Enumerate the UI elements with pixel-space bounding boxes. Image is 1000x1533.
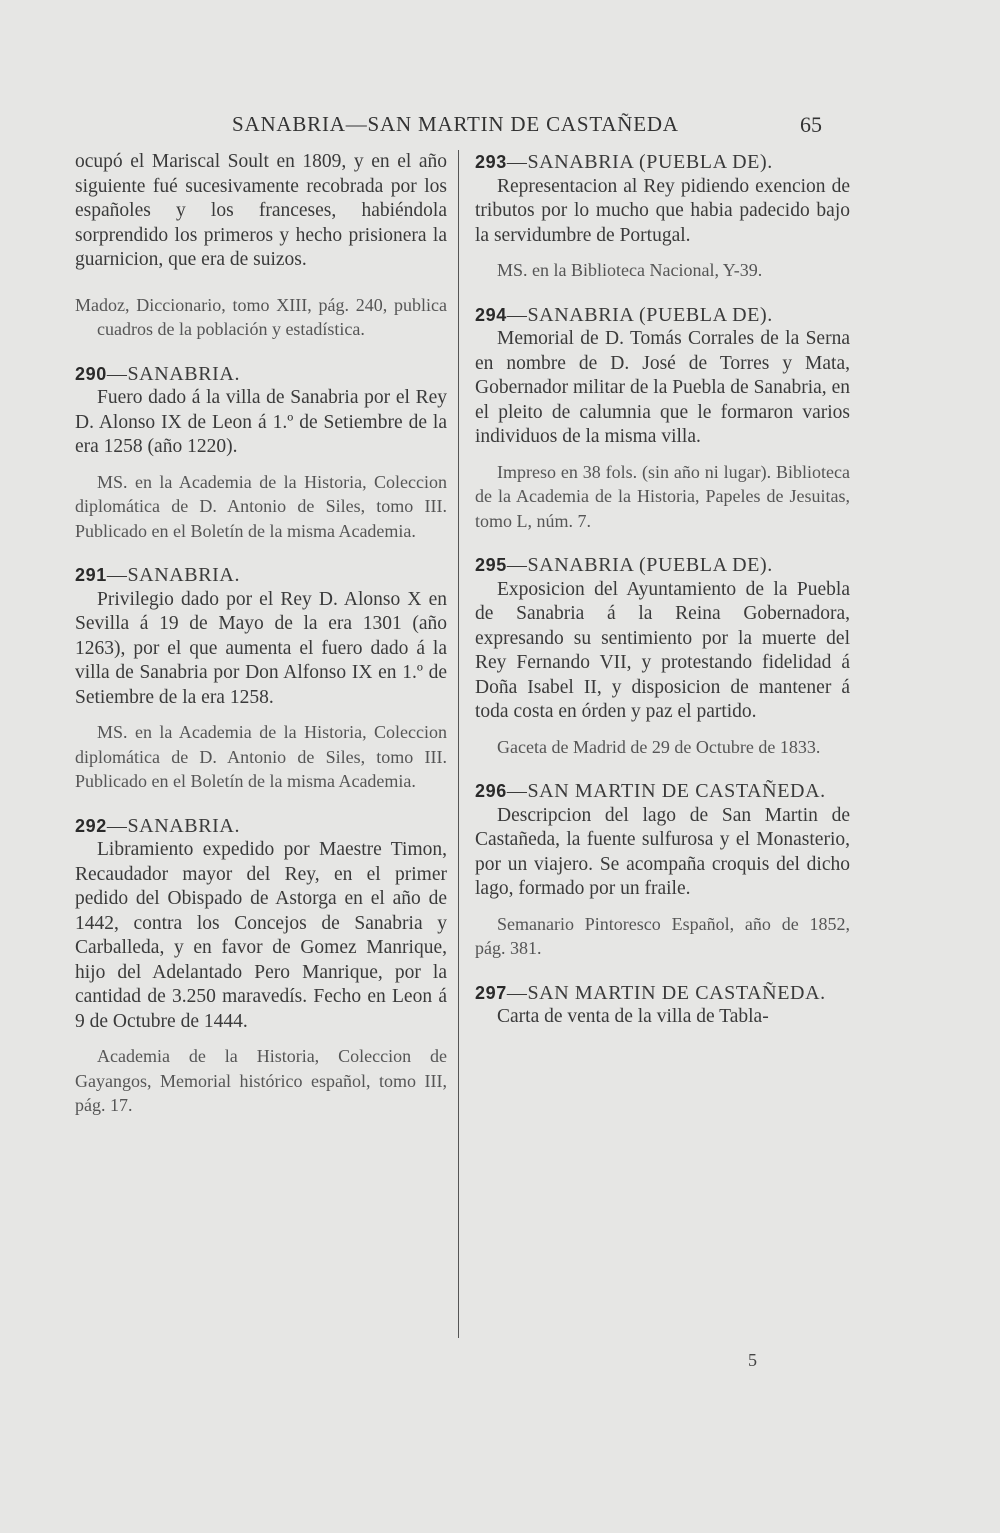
entry-title: —SANABRIA (PUEBLA DE).	[506, 151, 773, 173]
entry-295	[475, 553, 850, 759]
column-divider	[458, 150, 459, 1338]
entry-note: Impreso en 38 fols. (sin año ni lugar). Biblioteca de la Academia de la Historia, Papeles de Jesuitas, tomo L, núm. 7.	[475, 461, 850, 531]
page-number: 65	[800, 112, 822, 137]
entry-text: Carta de venta de la villa de Tabla-	[497, 1006, 769, 1027]
entry-title: —SAN MARTIN DE CASTAÑEDA.	[506, 981, 826, 1004]
entry-number: 294	[475, 304, 507, 325]
entry-text: Privilegio dado por el Rey D. Alonso X en Sevilla á 19 de Mayo de la era 1301 (año 1263), por el que aumenta el fuero dado á la villa de Sanabria por Don Alfonso IX en 1.º de Setiembre de la era 1258.	[75, 588, 447, 708]
entry-290	[75, 362, 447, 544]
right-column	[475, 150, 850, 1030]
entry-number: 297	[475, 982, 507, 1003]
running-title: SANABRIA—SAN MARTIN DE CASTAÑEDA	[232, 112, 679, 136]
entry-title: —SANABRIA.	[106, 814, 241, 837]
entry-note: Academia de la Historia, Coleccion de Gayangos, Memorial histórico español, tomo III, pág. 17.	[75, 1046, 447, 1115]
entry-note: MS. en la Academia de la Historia, Coleccion diplomática de D. Antonio de Siles, tomo III. Publicado en el Boletín de la misma Academia.	[75, 722, 447, 791]
entry-note: MS. en la Biblioteca Nacional, Y-39.	[497, 260, 763, 280]
entry-title: —SANABRIA (PUEBLA DE).	[506, 303, 773, 326]
entry-text: Memorial de D. Tomás Corrales de la Serna en nombre de D. José de Torres y Mata, Gobernador militar de la Puebla de Sanabria, en el pleito de calumnia que le formaron varios individuos de la misma villa.	[475, 328, 850, 447]
entry-291	[75, 563, 447, 794]
entry-note: Gaceta de Madrid de 29 de Octubre de 1833.	[497, 736, 821, 757]
entry-number: 292	[75, 815, 107, 836]
continuation-text: ocupó el Mariscal Soult en 1809, y en el año siguiente fué sucesivamente recobrada por los españoles y los franceses, habiéndola sorprendido los primeros y hecho prisionera la guarnicion, que era de suizos.	[75, 151, 447, 270]
entry-296	[475, 779, 850, 961]
entry-number: 296	[475, 781, 507, 801]
entry-number: 290	[75, 363, 107, 384]
entry-292	[75, 814, 447, 1118]
entry-title: —SAN MARTIN DE CASTAÑEDA.	[506, 780, 826, 802]
entry-text: Descripcion del lago de San Martin de Castañeda, la fuente sulfurosa y el Monasterio, por un viajero. Se acompaña croquis del dicho lago, formado por un fraile.	[475, 804, 850, 899]
entry-294	[475, 303, 850, 534]
entry-note: Semanario Pintoresco Español, año de 1852, pág. 381.	[475, 913, 850, 958]
entry-title: —SANABRIA.	[106, 564, 241, 586]
entry-297	[475, 981, 850, 1030]
entry-293	[475, 150, 850, 283]
entry-title: —SANABRIA (PUEBLA DE).	[506, 554, 773, 576]
continuation-note: Madoz, Diccionario, tomo XIII, pág. 240, publica cuadros de la población y estadística.	[75, 294, 447, 339]
entry-text: Representacion al Rey pidiendo exencion de tributos por lo mucho que habia padecido bajo la servidumbre de Portugal.	[475, 175, 850, 246]
entry-title: —SANABRIA.	[106, 362, 241, 385]
entry-text: Exposicion del Ayuntamiento de la Puebla de Sanabria á la Reina Gobernadora, expresando su sentimiento por la muerte del Rey Fernando VII, y protestando fidelidad á Doña Isabel II, y disposicion de mantener á toda costa en órden y paz el partido.	[475, 578, 850, 722]
entry-text: Libramiento expedido por Maestre Timon, Recaudador mayor del Rey, en el primer pedido del Obispado de Astorga en el año de 1442, contra los Concejos de Sanabria y Carballeda, y en favor de Gomez Manrique, hijo del Adelantado Pero Manrique, por la cantidad de 3.250 maravedís. Fecho en Leon á 9 de Octubre de 1444.	[75, 839, 447, 1032]
signature-mark: 5	[748, 1350, 757, 1370]
entry-number: 291	[75, 565, 107, 585]
left-column	[75, 150, 447, 1118]
entry-number: 295	[475, 555, 507, 575]
entry-text: Fuero dado á la villa de Sanabria por el Rey D. Alonso IX de Leon á 1.º de Setiembre de la era 1258 (año 1220).	[75, 387, 447, 457]
entry-number: 293	[475, 152, 507, 172]
entry-note: MS. en la Academia de la Historia, Coleccion diplomática de D. Antonio de Siles, tomo III. Publicado en el Boletín de la misma Academia.	[75, 471, 447, 541]
